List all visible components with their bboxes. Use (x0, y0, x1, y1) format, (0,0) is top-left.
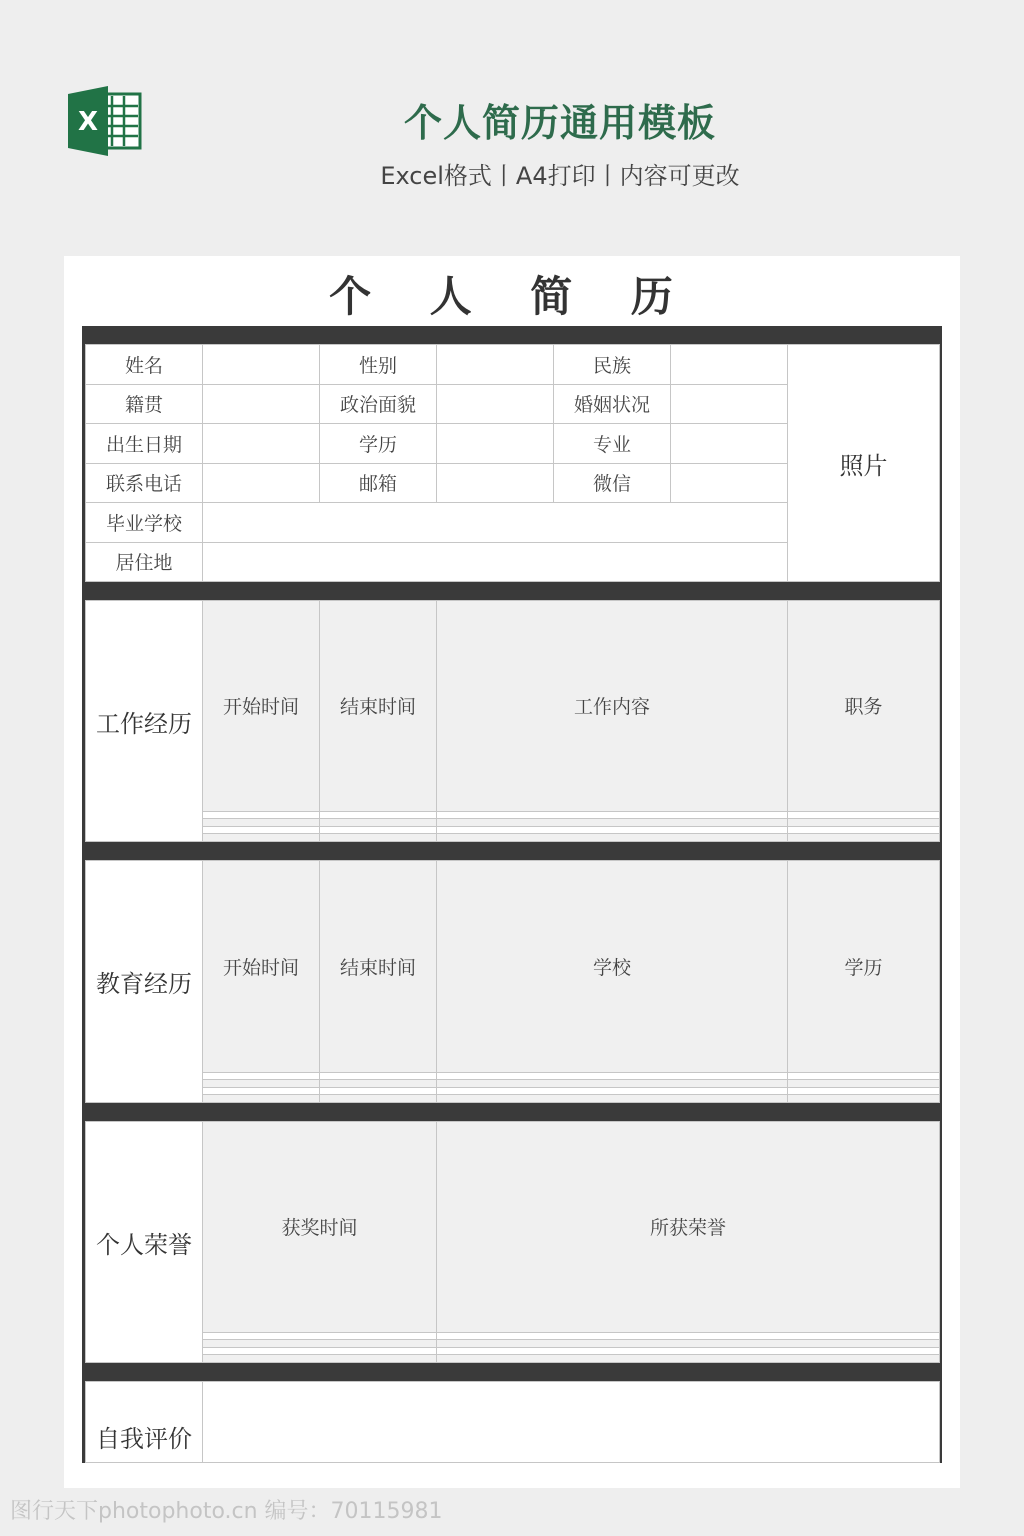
table-cell[interactable] (203, 1332, 437, 1340)
table-cell[interactable] (203, 1347, 437, 1355)
field-value[interactable] (203, 345, 320, 385)
table-cell[interactable] (203, 1355, 437, 1363)
field-label: 邮箱 (320, 463, 437, 503)
field-label: 民族 (554, 345, 671, 385)
self-eval-section (82, 1363, 942, 1463)
table-row (86, 826, 940, 834)
table-cell[interactable] (788, 811, 940, 819)
table-cell[interactable] (320, 819, 437, 827)
work-table (85, 600, 940, 842)
table-cell[interactable] (437, 819, 788, 827)
column-header: 学历 (788, 861, 940, 1073)
work-section (82, 582, 942, 842)
header-row (86, 861, 940, 1073)
table-cell[interactable] (437, 811, 788, 819)
table-row (86, 834, 940, 842)
table-cell[interactable] (437, 1332, 940, 1340)
table-cell[interactable] (320, 1087, 437, 1095)
table-cell[interactable] (203, 1340, 437, 1348)
table-cell[interactable] (788, 1095, 940, 1103)
table-row (86, 1332, 940, 1340)
education-section (82, 842, 942, 1103)
table-cell[interactable] (437, 1072, 788, 1080)
table-cell[interactable] (788, 826, 940, 834)
table-cell[interactable] (203, 826, 320, 834)
table-cell[interactable] (203, 819, 320, 827)
table-cell[interactable] (203, 834, 320, 842)
table-row (86, 1355, 940, 1363)
table-cell[interactable] (320, 1072, 437, 1080)
basic-info-section (82, 326, 942, 582)
table-row (86, 811, 940, 819)
column-header: 工作内容 (437, 601, 788, 812)
header-row (86, 601, 940, 812)
table-cell[interactable] (203, 1072, 320, 1080)
field-label: 政治面貌 (320, 384, 437, 424)
table-cell[interactable] (203, 811, 320, 819)
table-cell[interactable] (437, 834, 788, 842)
table-cell[interactable] (788, 834, 940, 842)
table-cell[interactable] (203, 1087, 320, 1095)
honors-section-label: 个人荣誉 (86, 1122, 203, 1363)
field-value[interactable] (203, 424, 320, 464)
field-value[interactable] (671, 345, 788, 385)
resume-title: 个 人 简 历 (329, 272, 695, 321)
field-value[interactable] (437, 345, 554, 385)
field-label: 毕业学校 (86, 503, 203, 543)
table-row (86, 819, 940, 827)
field-label: 籍贯 (86, 384, 203, 424)
education-section-label: 教育经历 (86, 861, 203, 1103)
table-cell[interactable] (320, 826, 437, 834)
field-label: 出生日期 (86, 424, 203, 464)
column-header: 结束时间 (320, 601, 437, 812)
table-cell[interactable] (203, 1095, 320, 1103)
basic-row (86, 345, 940, 385)
table-row (86, 1382, 940, 1463)
table-cell[interactable] (320, 1095, 437, 1103)
table-cell[interactable] (437, 1347, 940, 1355)
school-value[interactable] (203, 503, 788, 543)
table-row (86, 1072, 940, 1080)
field-label: 姓名 (86, 345, 203, 385)
header-row (86, 1122, 940, 1333)
self-eval-content[interactable] (203, 1382, 940, 1463)
column-header: 开始时间 (203, 601, 320, 812)
table-row (86, 1347, 940, 1355)
field-value[interactable] (671, 463, 788, 503)
work-section-label: 工作经历 (86, 601, 203, 842)
table-cell[interactable] (437, 1080, 788, 1088)
self-eval-table (85, 1381, 940, 1463)
table-cell[interactable] (320, 811, 437, 819)
table-cell[interactable] (437, 1340, 940, 1348)
table-cell[interactable] (437, 826, 788, 834)
field-value[interactable] (203, 463, 320, 503)
field-label: 联系电话 (86, 463, 203, 503)
field-value[interactable] (437, 384, 554, 424)
watermark-text: 图行天下photophoto.cn 编号：70115981 (10, 1499, 443, 1524)
table-cell[interactable] (203, 1080, 320, 1088)
field-value[interactable] (437, 424, 554, 464)
table-row (86, 1087, 940, 1095)
education-table (85, 860, 940, 1103)
field-label: 性别 (320, 345, 437, 385)
table-cell[interactable] (788, 1087, 940, 1095)
honors-table (85, 1121, 940, 1363)
table-row (86, 1340, 940, 1348)
field-value[interactable] (203, 384, 320, 424)
column-header: 职务 (788, 601, 940, 812)
column-header: 获奖时间 (203, 1122, 437, 1333)
field-label: 专业 (554, 424, 671, 464)
table-cell[interactable] (320, 834, 437, 842)
logo-letter: X (77, 107, 99, 137)
excel-icon (66, 86, 142, 156)
field-label: 微信 (554, 463, 671, 503)
table-row (86, 1080, 940, 1088)
field-value[interactable] (671, 384, 788, 424)
field-value[interactable] (437, 463, 554, 503)
table-row (86, 1095, 940, 1103)
table-cell[interactable] (788, 1072, 940, 1080)
table-cell[interactable] (320, 1080, 437, 1088)
table-cell[interactable] (437, 1095, 788, 1103)
page-subtitle: Excel格式丨A4打印丨内容可更改 (380, 162, 740, 190)
column-header: 结束时间 (320, 861, 437, 1073)
field-label: 学历 (320, 424, 437, 464)
self-eval-label: 自我评价 (86, 1382, 203, 1463)
column-header: 开始时间 (203, 861, 320, 1073)
field-label: 婚姻状况 (554, 384, 671, 424)
field-label: 居住地 (86, 542, 203, 582)
table-cell[interactable] (437, 1355, 940, 1363)
column-header: 所获荣誉 (437, 1122, 940, 1333)
page-title: 个人简历通用模板 (403, 101, 716, 145)
basic-info-table (85, 344, 940, 582)
address-value[interactable] (203, 542, 788, 582)
table-cell[interactable] (788, 819, 940, 827)
photo-box[interactable]: 照片 (788, 345, 940, 582)
table-cell[interactable] (437, 1087, 788, 1095)
field-value[interactable] (671, 424, 788, 464)
table-cell[interactable] (788, 1080, 940, 1088)
column-header: 学校 (437, 861, 788, 1073)
honors-section (82, 1103, 942, 1363)
